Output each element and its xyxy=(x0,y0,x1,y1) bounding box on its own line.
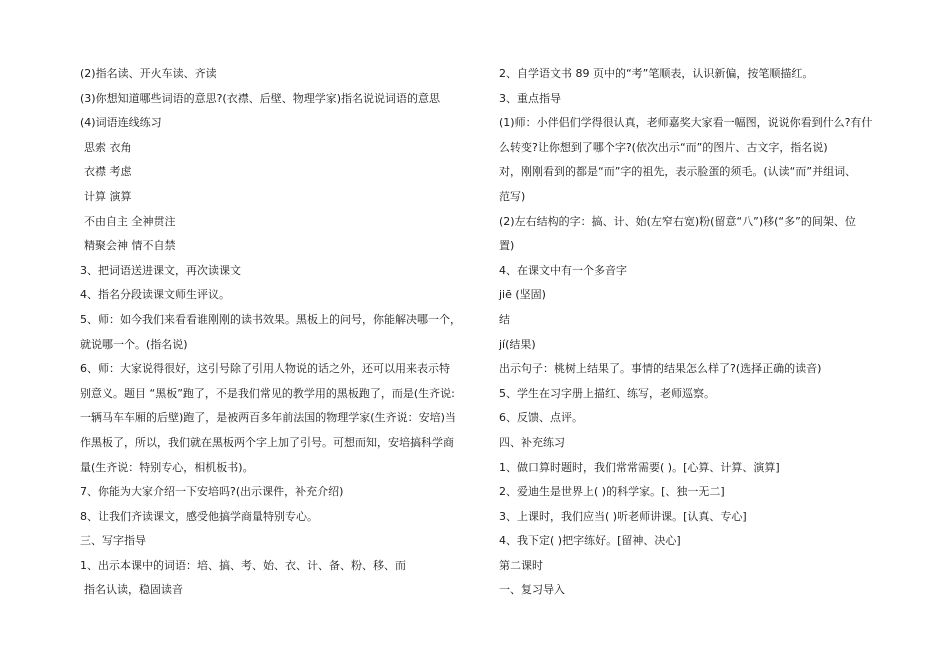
text-line: 6、师：大家说得很好，这引号除了引用人物说的话之外，还可以用来表示特 xyxy=(80,362,450,376)
text-line: 置) xyxy=(499,239,515,253)
text-line: 2、爱迪生是世界上( )的科学家。[、独一无二] xyxy=(499,485,725,499)
text-line: 指名认读，稳固读音 xyxy=(84,583,183,597)
text-line: 不由自主 全神贯注 xyxy=(84,214,176,228)
text-line: 就说哪一个。(指名说) xyxy=(80,337,188,351)
section-heading: 四、补充练习 xyxy=(499,435,565,449)
text-line: 思索 衣角 xyxy=(84,140,132,154)
text-line: 作黑板了，所以，我们就在黑板两个字上加了引号。可想而知，安培搞科学商 xyxy=(80,435,454,449)
text-line: 别意义。题目 “黑板”跑了，不是我们常见的教学用的黑板跑了，而是(生齐说: xyxy=(80,386,455,400)
text-line: 4、我下定( )把字练好。[留神、决心] xyxy=(499,534,681,548)
text-line: 4、指名分段读课文师生评议。 xyxy=(80,288,230,302)
text-line: 计算 演算 xyxy=(84,189,132,203)
pinyin-line: jí(结果) xyxy=(499,337,536,351)
text-line: (2)左右结构的字：搞、计、始(左窄右宽)粉(留意“八”)移(“多”的间架、位 xyxy=(499,214,856,228)
pinyin-line: jiē (坚固) xyxy=(499,288,546,302)
text-line: 衣襟 考虑 xyxy=(84,165,132,179)
text-line: 1、做口算时题时，我们常常需要( )。[心算、计算、演算] xyxy=(499,460,780,474)
text-line: (2)指名读、开火车读、齐读 xyxy=(80,67,217,80)
text-line: 4、在课文中有一个多音字 xyxy=(499,263,627,277)
text-line: 精聚会神 情不自禁 xyxy=(84,239,176,253)
text-line: 么转变?让你想到了哪个字?(依次出示“而”的图片、古文字，指名说) xyxy=(499,140,828,154)
text-line: 量(生齐说：特别专心，相机板书)。 xyxy=(80,460,254,474)
text-line: (4)词语连线练习 xyxy=(80,116,162,130)
text-line: 范写) xyxy=(499,189,526,203)
text-line: 一辆马车车厢的后壁)跑了，是被两百多年前法国的物理学家(生齐说：安培)当 xyxy=(80,411,456,425)
text-line: 5、师：如今我们来看看谁刚刚的读书效果。黑板上的问号，你能解决哪一个， xyxy=(80,312,461,326)
text-line: 6、反馈、点评。 xyxy=(499,411,583,425)
left-column xyxy=(80,62,470,603)
text-line: 结 xyxy=(499,312,510,326)
text-line: 3、重点指导 xyxy=(499,91,561,105)
text-line: (3)你想知道哪些词语的意思?(衣襟、后壁、物理学家)指名说说词语的意思 xyxy=(80,91,441,105)
text-line: (1)师：小伴侣们学得很认真，老师嘉奖大家看一幅图，说说你看到什么?有什 xyxy=(499,116,873,130)
text-line: 7、你能为大家介绍一下安培吗?(出示课件，补充介绍) xyxy=(80,485,344,499)
text-line: 5、学生在习字册上描红、练写，老师巡察。 xyxy=(499,386,715,400)
section-heading: 三、写字指导 xyxy=(80,534,146,548)
text-line: 出示句子：桃树上结果了。事情的结果怎么样了?(选择正确的读音) xyxy=(499,362,822,376)
text-line: 2、自学语文书 89 页中的“考”笔顺表，认识新偏，按笔顺描红。 xyxy=(499,67,814,80)
text-line: 8、让我们齐读课文，感受他搞学商量特别专心。 xyxy=(80,509,318,523)
text-line: 对，刚刚看到的都是“而”字的祖先，表示脸蛋的须毛。(认读“而”并组词、 xyxy=(499,165,857,179)
text-line: 3、上课时，我们应当( )听老师讲课。[认真、专心] xyxy=(499,509,747,523)
section-heading: 一、复习导入 xyxy=(499,583,565,597)
text-line: 3、把词语送进课文，再次读课文 xyxy=(80,263,241,277)
right-column xyxy=(499,62,884,603)
text-line: 1、出示本课中的词语：培、搞、考、始、衣、计、备、粉、移、而 xyxy=(80,558,406,572)
section-heading: 第二课时 xyxy=(499,558,543,572)
